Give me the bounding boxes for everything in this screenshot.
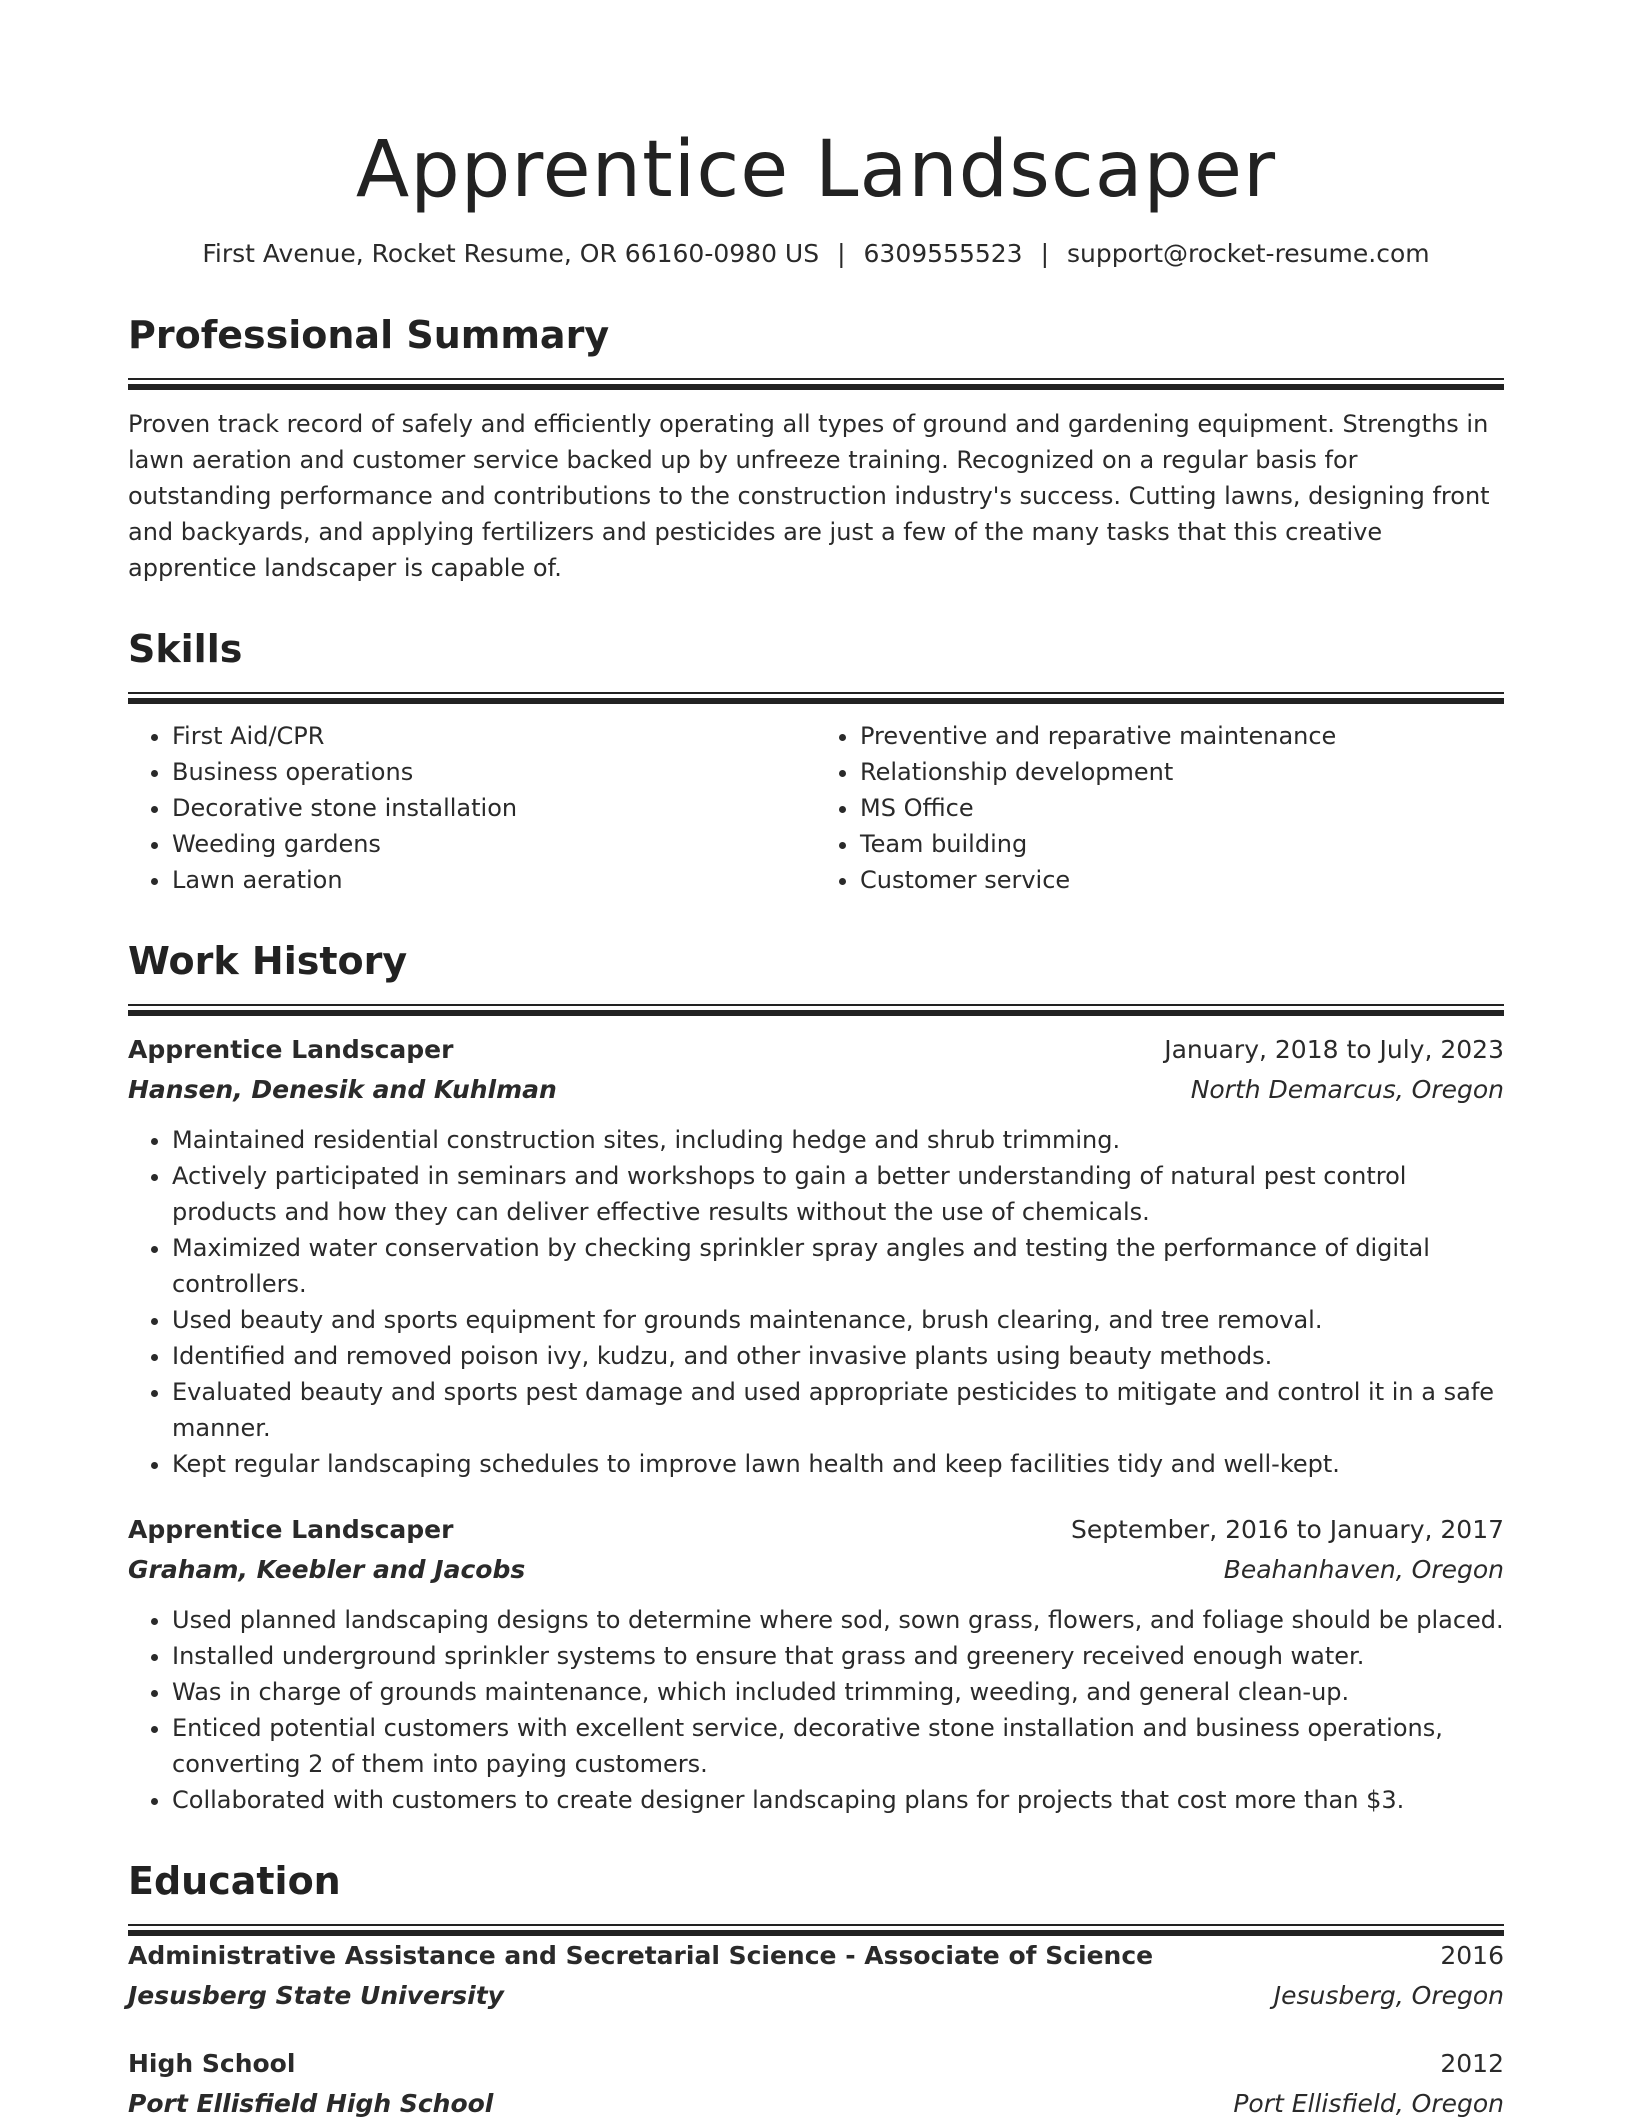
education-location: Jesusberg, Oregon bbox=[1273, 1981, 1504, 2010]
skill-item: • Team building bbox=[860, 826, 1504, 862]
skills-list-left bbox=[128, 718, 816, 898]
work-history-heading: Work History bbox=[128, 939, 408, 983]
education-heading: Education bbox=[128, 1859, 341, 1903]
job-bullet: • Maximized water conservation by checking sprinkler spray angles and testing the performance of digital controllers. bbox=[172, 1230, 1504, 1302]
job-bullet: • Used beauty and sports equipment for grounds maintenance, brush clearing, and tree removal. bbox=[172, 1302, 1504, 1338]
skills-columns bbox=[128, 718, 1504, 898]
skill-item: • Relationship development bbox=[860, 754, 1504, 790]
education-location: Port Ellisfield, Oregon bbox=[1233, 2089, 1504, 2118]
job-bullets bbox=[128, 1122, 1504, 1482]
skill-item: • Customer service bbox=[860, 862, 1504, 898]
job-entry bbox=[128, 1510, 1504, 1818]
job-entry bbox=[128, 1030, 1504, 1482]
summary-heading: Professional Summary bbox=[128, 313, 610, 357]
job-title: Apprentice Landscaper bbox=[128, 1035, 454, 1064]
work-history-section bbox=[128, 936, 1504, 1818]
job-bullet: • Used planned landscaping designs to determine where sod, sown grass, flowers, and foliage should be placed. bbox=[172, 1602, 1504, 1638]
education-year: 2016 bbox=[1440, 1941, 1504, 1970]
job-dates: January, 2018 to July, 2023 bbox=[1164, 1035, 1504, 1064]
job-location: Beahanhaven, Oregon bbox=[1223, 1555, 1504, 1584]
contact-separator: | bbox=[1040, 239, 1050, 268]
skill-item: • Lawn aeration bbox=[172, 862, 816, 898]
education-section bbox=[128, 1856, 1504, 2124]
job-bullet: • Evaluated beauty and sports pest damage and used appropriate pesticides to mitigate and control it in a safe manner. bbox=[172, 1374, 1504, 1446]
job-title: Apprentice Landscaper bbox=[128, 1515, 454, 1544]
job-location: North Demarcus, Oregon bbox=[1190, 1075, 1504, 1104]
job-bullets bbox=[128, 1602, 1504, 1818]
skill-item: • MS Office bbox=[860, 790, 1504, 826]
job-bullet: • Enticed potential customers with excellent service, decorative stone installation and business operations, converting 2 of them into paying customers. bbox=[172, 1710, 1504, 1782]
job-bullet: • Identified and removed poison ivy, kudzu, and other invasive plants using beauty methods. bbox=[172, 1338, 1504, 1374]
education-degree: High School bbox=[128, 2049, 296, 2078]
skills-list-right bbox=[816, 718, 1504, 898]
contact-line bbox=[128, 236, 1504, 272]
education-entry bbox=[128, 1936, 1504, 2016]
job-company: Graham, Keebler and Jacobs bbox=[128, 1555, 526, 1584]
job-bullet: • Actively participated in seminars and workshops to gain a better understanding of natural pest control products and how they can deliver effective results without the use of chemicals. bbox=[172, 1158, 1504, 1230]
section-divider bbox=[128, 1004, 1504, 1016]
contact-separator: | bbox=[837, 239, 846, 268]
education-degree: Administrative Assistance and Secretarial Science - Associate of Science bbox=[128, 1941, 1154, 1970]
contact-address: First Avenue, Rocket Resume, OR 66160-0980 US bbox=[202, 239, 820, 268]
contact-email: support@rocket-resume.com bbox=[1067, 239, 1430, 268]
education-year: 2012 bbox=[1440, 2049, 1504, 2078]
section-divider bbox=[128, 1924, 1504, 1936]
job-dates: September, 2016 to January, 2017 bbox=[1071, 1515, 1504, 1544]
education-entry bbox=[128, 2044, 1504, 2124]
skills-heading: Skills bbox=[128, 627, 243, 671]
job-bullet: • Installed underground sprinkler systems to ensure that grass and greenery received enough water. bbox=[172, 1638, 1504, 1674]
candidate-name: Apprentice Landscaper bbox=[355, 125, 1277, 215]
section-divider bbox=[128, 692, 1504, 704]
summary-section bbox=[128, 310, 1504, 586]
skill-item: • First Aid/CPR bbox=[172, 718, 816, 754]
contact-phone: 6309555523 bbox=[863, 239, 1023, 268]
skill-item: • Decorative stone installation bbox=[172, 790, 816, 826]
job-bullet: • Was in charge of grounds maintenance, which included trimming, weeding, and general clean-up. bbox=[172, 1674, 1504, 1710]
skills-section bbox=[128, 624, 1504, 898]
skill-item: • Preventive and reparative maintenance bbox=[860, 718, 1504, 754]
skill-item: • Business operations bbox=[172, 754, 816, 790]
job-company: Hansen, Denesik and Kuhlman bbox=[128, 1075, 557, 1104]
skill-item: • Weeding gardens bbox=[172, 826, 816, 862]
job-bullet: • Maintained residential construction sites, including hedge and shrub trimming. bbox=[172, 1122, 1504, 1158]
section-divider bbox=[128, 378, 1504, 390]
summary-text: Proven track record of safely and efficiently operating all types of ground and gardening equipment. Strengths in lawn aeration and customer service backed up by unfreeze training. Recognized on a regular basis for outstanding performance and contributions to the construction industry's success. Cutting lawns, designing front and backyards, and applying fertilizers and pesticides are just a few of the many tasks that this creative apprentice landscaper is capable of. bbox=[128, 410, 1490, 582]
education-school: Jesusberg State University bbox=[128, 1981, 504, 2010]
education-school: Port Ellisfield High School bbox=[128, 2089, 494, 2118]
job-bullet: • Collaborated with customers to create designer landscaping plans for projects that cost more than $3. bbox=[172, 1782, 1504, 1818]
job-bullet: • Kept regular landscaping schedules to improve lawn health and keep facilities tidy and well-kept. bbox=[172, 1446, 1504, 1482]
